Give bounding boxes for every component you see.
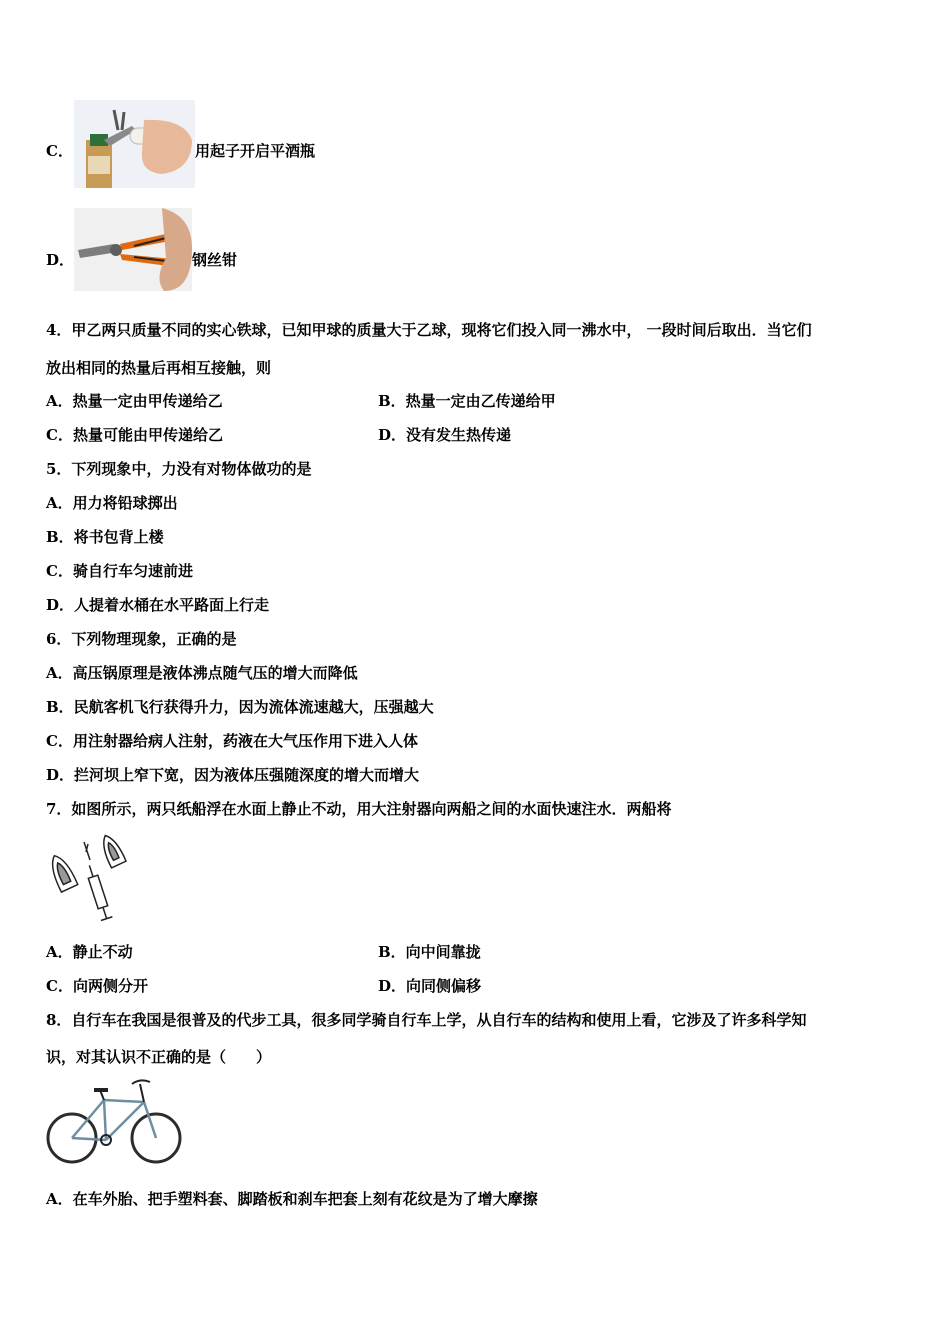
q5-option-c: C．骑自行车匀速前进 <box>46 562 193 580</box>
q4-option-d: D．没有发生热传递 <box>378 426 512 444</box>
q7-option-a: A．静止不动 <box>46 943 133 961</box>
q7-option-b: B．向中间靠拢 <box>378 943 481 961</box>
q7-stem: 7．如图所示，两只纸船浮在水面上静止不动，用大注射器向两船之间的水面快速注水．两船将 <box>46 800 672 818</box>
q8-stem-line2: 识，对其认识不正确的是（ ） <box>46 1048 272 1066</box>
q6-option-a: A．高压锅原理是液体沸点随气压的增大而降低 <box>46 664 358 682</box>
q3-option-d-caption: 钢丝钳 <box>192 251 238 269</box>
q5-option-d: D．人提着水桶在水平路面上行走 <box>46 596 270 614</box>
pliers-image <box>74 208 192 291</box>
q3-option-c-caption: 用起子开启平酒瓶 <box>195 142 316 160</box>
q5-option-b: B．将书包背上楼 <box>46 528 164 546</box>
q4-option-c: C．热量可能由甲传递给乙 <box>46 426 223 444</box>
q7-option-c: C．向两侧分开 <box>46 977 148 995</box>
q4-option-b: B．热量一定由乙传递给甲 <box>378 392 556 410</box>
q3-option-d-label: D． <box>46 251 75 269</box>
paper-boats-syringe-figure <box>46 830 130 926</box>
q4-stem-line2: 放出相同的热量后再相互接触，则 <box>46 359 272 377</box>
q6-option-b: B．民航客机飞行获得升力，因为流体流速越大，压强越大 <box>46 698 434 716</box>
q8-option-a: A．在车外胎、把手塑料套、脚踏板和刹车把套上刻有花纹是为了增大摩擦 <box>46 1190 538 1208</box>
q5-stem: 5．下列现象中，力没有对物体做功的是 <box>46 460 312 478</box>
bicycle-image <box>44 1076 183 1166</box>
bottle-opener-image <box>74 100 195 188</box>
q6-stem: 6．下列物理现象，正确的是 <box>46 630 237 648</box>
q4-option-a: A．热量一定由甲传递给乙 <box>46 392 223 410</box>
q4-stem-line1: 4．甲乙两只质量不同的实心铁球，已知甲球的质量大于乙球，现将它们投入同一沸水中， 一段时间后取出．当它们 <box>46 321 812 339</box>
q6-option-d: D．拦河坝上窄下宽，因为液体压强随深度的增大而增大 <box>46 766 420 784</box>
q3-option-c-label: C． <box>46 142 73 160</box>
q6-option-c: C．用注射器给病人注射，药液在大气压作用下进入人体 <box>46 732 418 750</box>
q7-option-d: D．向同侧偏移 <box>378 977 482 995</box>
q8-stem-line1: 8．自行车在我国是很普及的代步工具，很多同学骑自行车上学，从自行车的结构和使用上看，它涉及了许多科学知 <box>46 1011 807 1029</box>
q5-option-a: A．用力将铅球掷出 <box>46 494 178 512</box>
